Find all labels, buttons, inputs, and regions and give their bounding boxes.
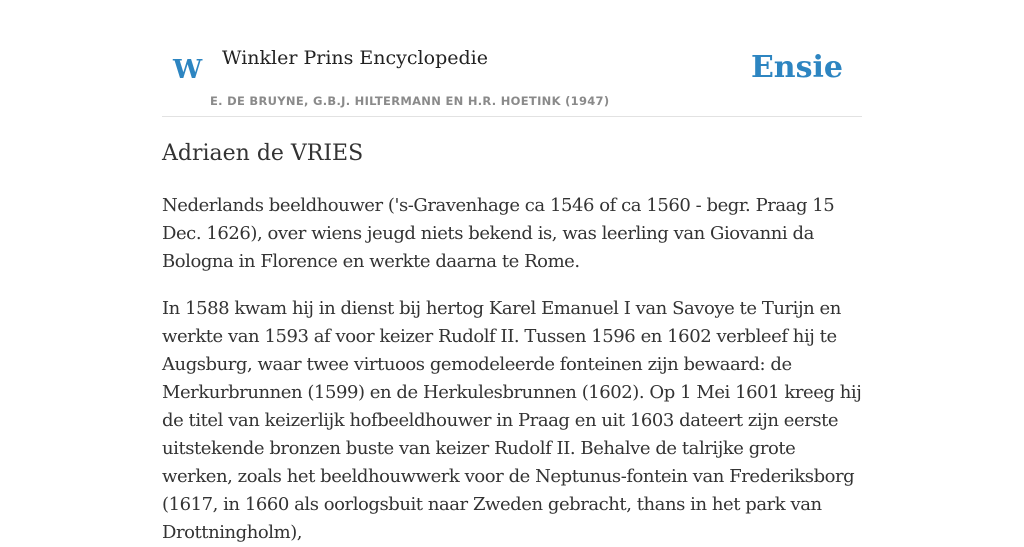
article (162, 136, 862, 547)
site-title[interactable]: Winkler Prins Encyclopedie (222, 47, 488, 69)
site-header (162, 0, 862, 117)
article-title: Adriaen de VRIES (162, 141, 364, 166)
article-paragraph: In 1588 kwam hij in dienst bij hertog Karel Emanuel I van Savoye te Turijn en werkte van 1593 af voor keizer Rudolf II. Tussen 1596 en 1602 verbleef hij te Augsburg, waar twee virtuoos gemodeleerde fonteinen zijn bewaard: de Merkurbrunnen (1599) en de Herkulesbrunnen (1602). Op 1 Mei 1601 kreeg hij de titel van keizerlijk hofbeeldhouwer in Praag en uit 1603 dateert zijn eerste uitstekende bronzen buste van keizer Rudolf II. Behalve de talrijke grote werken, zoals het beeldhouwwerk voor de Neptunus-fontein van Frederiksborg (1617, in 1660 als oorlogsbuit naar Zweden gebracht, thans in het park van Drottningholm), (162, 298, 862, 543)
ensie-brand-link[interactable]: Ensie (750, 50, 843, 85)
site-authors: E. DE BRUYNE, G.B.J. HILTERMANN EN H.R. HOETINK (1947) (210, 94, 610, 108)
winkler-prins-logo-icon[interactable]: W (173, 55, 203, 85)
article-paragraph: Nederlands beeldhouwer ('s-Gravenhage ca 1546 of ca 1560 - begr. Praag 15 Dec. 1626), over wiens jeugd niets bekend is, was leerling van Giovanni da Bologna in Florence en werkte daarna te Rome. (162, 195, 835, 272)
